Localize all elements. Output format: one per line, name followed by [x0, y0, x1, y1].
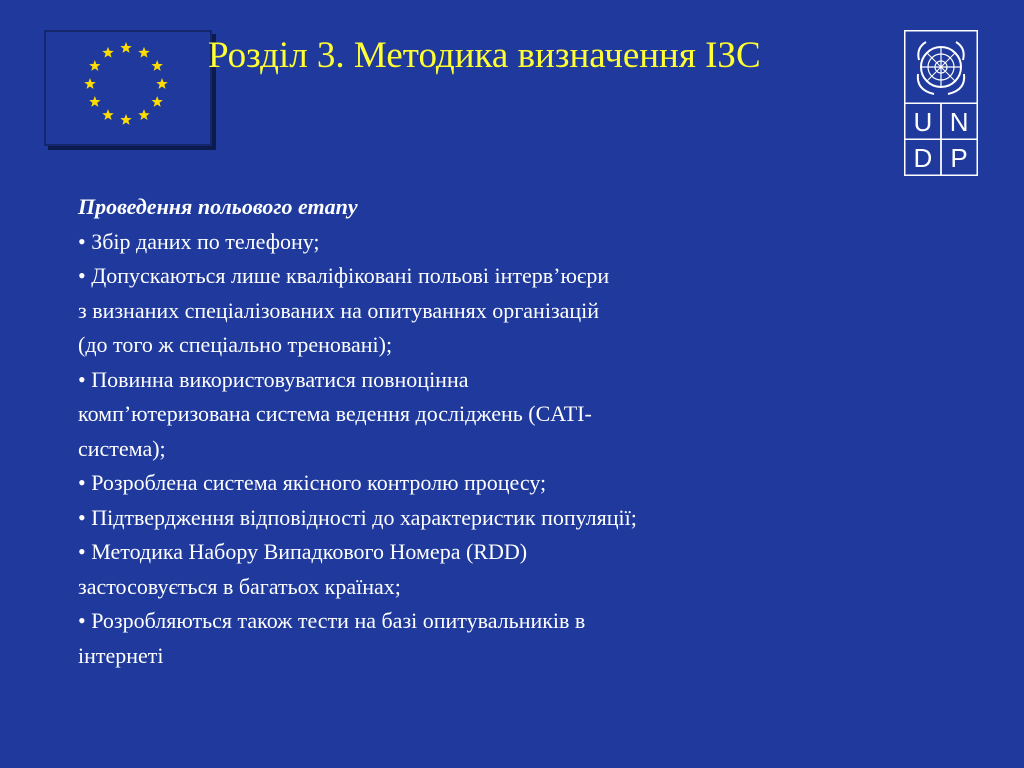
eu-star-icon	[138, 109, 149, 120]
eu-star-icon	[84, 78, 95, 89]
eu-star-icon	[102, 47, 113, 58]
undp-letter-n: N	[949, 107, 969, 137]
undp-letter-d: D	[913, 143, 933, 173]
body-line: з визнаних спеціалізованих на опитуваннях організацій	[78, 297, 600, 323]
body-line: • Підтвердження відповідності до характеристик популяції;	[78, 504, 637, 530]
slide-body	[78, 190, 838, 673]
eu-star-icon	[151, 60, 162, 71]
eu-star-icon	[89, 96, 100, 107]
eu-stars-icon	[46, 32, 210, 144]
section-heading: Проведення польового етапу	[78, 194, 358, 219]
slide-title: Розділ 3. Методика визначення ІЗС	[208, 35, 761, 76]
body-line: • Збір даних по телефону;	[78, 228, 320, 254]
body-line: • Допускаються лише кваліфіковані польові інтерв’юєри	[78, 263, 610, 288]
un-emblem-icon	[905, 31, 978, 104]
eu-star-icon	[102, 109, 113, 120]
body-line: • Методика Набору Випадкового Номера (RDD)	[78, 539, 528, 564]
eu-star-icon	[89, 60, 100, 71]
body-line: • Повинна використовуватися повноцінна	[78, 366, 469, 392]
body-line: (до того ж спеціально треновані);	[78, 332, 393, 357]
eu-flag-logo	[44, 30, 212, 146]
eu-star-icon	[151, 96, 162, 107]
eu-star-icon	[156, 78, 167, 89]
eu-star-icon	[120, 42, 131, 53]
body-line: комп’ютеризована система ведення досліджень (CATI-	[78, 401, 592, 426]
body-line: система);	[78, 435, 166, 461]
undp-logo	[904, 30, 978, 176]
body-line: • Розроблена система якісного контролю процесу;	[78, 470, 547, 495]
undp-letter-p: P	[950, 143, 968, 173]
undp-letter-u: U	[913, 107, 933, 137]
eu-star-icon	[120, 114, 131, 125]
body-line: застосовується в багатьох країнах;	[78, 573, 401, 599]
eu-star-icon	[138, 47, 149, 58]
body-line: інтернеті	[78, 642, 164, 668]
body-line: • Розробляються також тести на базі опитувальників в	[78, 608, 586, 633]
